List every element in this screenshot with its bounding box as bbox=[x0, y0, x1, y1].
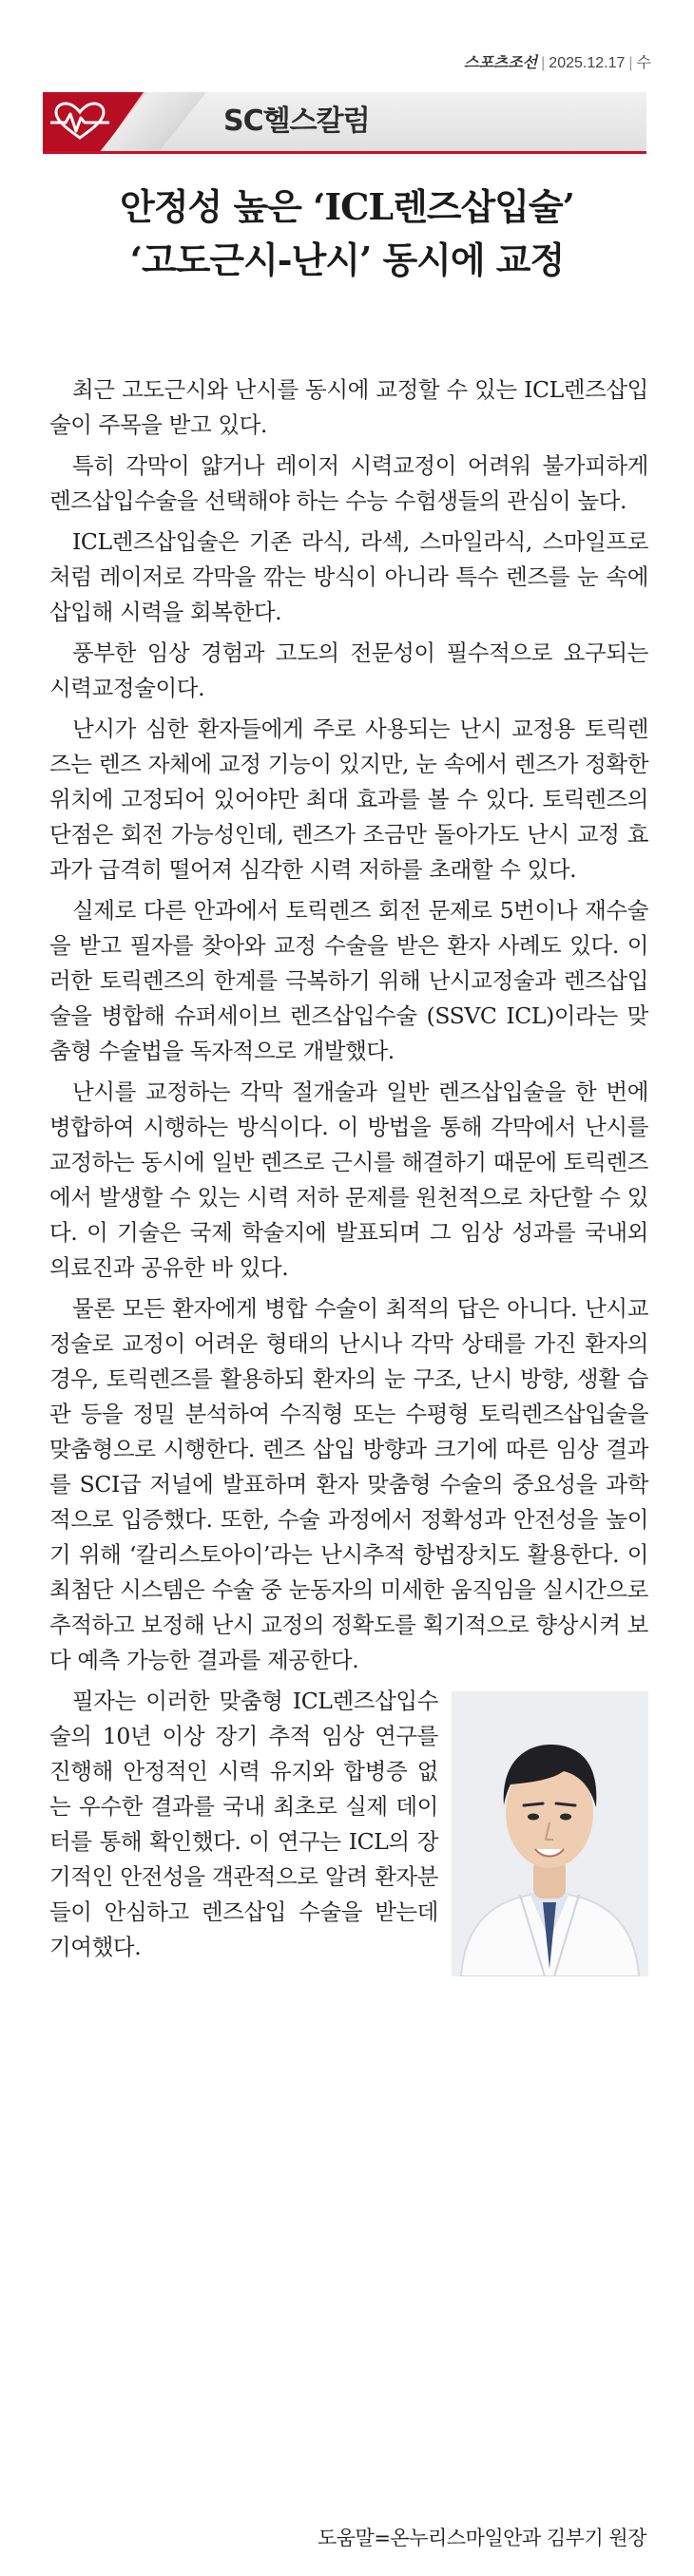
article-paragraph: 난시를 교정하는 각막 절개술과 일반 렌즈삽입술을 한 번에 병합하여 시행하는 방식이다. 이 방법을 통해 각막에서 난시를 교정하는 동시에 일반 렌즈로 근시를 해결하기 때문에 토릭렌즈에서 발생할 수 있는 시력 저하 문제를 원천적으로 차단할 수 있다. 이 기술은 국제 학술지에 발표되며 그 임상 성과를 국내외 의료진과 공유한 바 있다. bbox=[49, 1078, 648, 1281]
heart-pulse-icon bbox=[50, 102, 109, 142]
article-paragraph: 물론 모든 환자에게 병합 수술이 최적의 답은 아니다. 난시교정술로 교정이 어려운 형태의 난시나 각막 상태를 가진 환자의 경우, 토릭렌즈를 활용하되 환자의 눈 구조, 난시 방향, 생활 습관 등을 정밀 분석하여 수직형 또는 수평형 토릭렌즈삽입술을 맞춤형으로 시행한다. 렌즈 삽입 방향과 크기에 따른 임상 결과를 SCI급 저널에 발표하며 환자 맞춤형 수술의 중요성을 과학적으로 입증했다. 또한, 수술 과정에서 정확성과 안전성을 높이기 위해 ‘칼리스토아이’라는 난시추적 항법장치도 활용한다. 이 최첨단 시스템은 수술 중 눈동자의 미세한 움직임을 실시간으로 추적하고 보정해 난시 교정의 정확도를 획기적으로 향상시켜 보다 예측 가능한 결과를 제공한다. bbox=[49, 1295, 648, 1673]
author-photo bbox=[452, 1691, 648, 1976]
column-banner bbox=[43, 92, 646, 154]
headline bbox=[0, 181, 694, 287]
article-paragraph: 실제로 다른 안과에서 토릭렌즈 회전 문제로 5번이나 재수술을 받고 필자를 찾아와 교정 수술을 받은 환자 사례도 있다. 이러한 토릭렌즈의 한계를 극복하기 위해 난시교정술과 렌즈삽입술을 병합해 슈퍼세이브 렌즈삽입수술 (SSVC ICL)이라는 맞춤형 수술법을 독자적으로 개발했다. bbox=[49, 897, 648, 1064]
publication-weekday: 수 bbox=[636, 55, 651, 71]
article-paragraph: 풍부한 임상 경험과 고도의 전문성이 필수적으로 요구되는 시력교정술이다. bbox=[49, 639, 648, 701]
newspaper-name: 스포츠조선 bbox=[463, 55, 538, 71]
article-paragraph: 최근 고도근시와 난시를 동시에 교정할 수 있는 ICL렌즈삽입술이 주목을 받고 있다. bbox=[49, 376, 648, 438]
masthead-divider: | bbox=[628, 55, 633, 71]
article-paragraph: ICL렌즈삽입술은 기존 라식, 라섹, 스마일라식, 스마일프로처럼 레이저로 각막을 깎는 방식이 아니라 특수 렌즈를 눈 속에 삽입해 시력을 회복한다. bbox=[49, 528, 648, 625]
article-body bbox=[49, 372, 648, 1982]
article-paragraph: 특히 각막이 얇거나 레이저 시력교정이 어려워 불가피하게 렌즈삽입수술을 선택해야 하는 수능 수험생들의 관심이 높다. bbox=[49, 452, 648, 514]
masthead-divider: | bbox=[541, 55, 546, 71]
article-paragraph: 필자는 이러한 맞춤형 ICL렌즈삽입수술의 10년 이상 장기 추적 임상 연구를 진행해 안정적인 시력 유지와 합병증 없는 우수한 결과를 국내 최초로 실제 데이터를 통해 확인했다. 이 연구는 ICL의 장기적인 안전성을 객관적으로 알려 환자분들이 안심하고 렌즈삽입 수술을 받는데 기여했다. bbox=[49, 1688, 438, 1960]
publication-date: 2025.12.17 bbox=[549, 55, 626, 71]
column-title: SC헬스칼럼 bbox=[223, 105, 370, 138]
masthead bbox=[0, 53, 651, 74]
headline-line-1: 안정성 높은 ‘ICL렌즈삽입술’ bbox=[120, 185, 574, 228]
doctor-portrait-icon bbox=[452, 1691, 648, 1976]
headline-line-2: ‘고도근시-난시’ 동시에 교정 bbox=[129, 239, 565, 281]
article-paragraph: 난시가 심한 환자들에게 주로 사용되는 난시 교정용 토릭렌즈는 렌즈 자체에 교정 기능이 있지만, 눈 속에서 렌즈가 정확한 위치에 고정되어 있어야만 최대 효과를 볼 수 있다. 토릭렌즈의 단점은 회전 가능성인데, 렌즈가 조금만 돌아가도 난시 교정 효과가 급격히 떨어져 심각한 시력 저하를 초래할 수 있다. bbox=[49, 716, 648, 883]
author-credit: 도움말=온누리스마일안과 김부기 원장 bbox=[317, 2527, 646, 2549]
